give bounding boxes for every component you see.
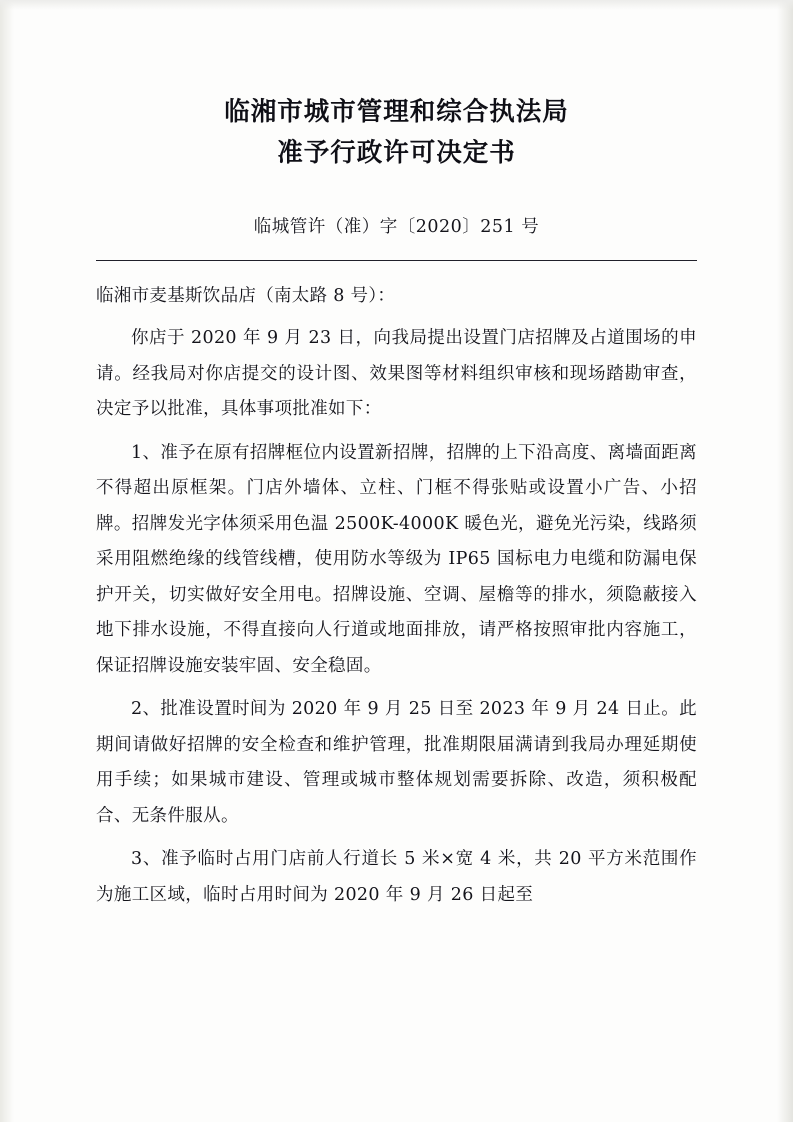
paragraph-item-2: 2、批准设置时间为 2020 年 9 月 25 日至 2023 年 9 月 24 日止。此期间请做好招牌的安全检查和维护管理，批准期限届满请到我局办理延期使用手续；如果城市建设、管理或城市整体规划需要拆除、改造，须积极配合、无条件服从。 <box>96 699 697 826</box>
header-divider <box>96 260 697 261</box>
paragraph-intro: 你店于 2020 年 9 月 23 日，向我局提出设置门店招牌及占道围场的申请。经我局对你店提交的设计图、效果图等材料组织审核和现场踏勘审查，决定予以批准，具体事项批准如下： <box>96 328 697 420</box>
recipient-line: 临湘市麦基斯饮品店（南太路 8 号）： <box>96 285 396 306</box>
document-title-line-1: 临湘市城市管理和综合执法局 <box>224 97 569 127</box>
paragraph-item-3: 3、准予临时占用门店前人行道长 5 米×宽 4 米，共 20 平方米范围作为施工区域，临时占用时间为 2020 年 9 月 26 日起至 <box>96 849 697 905</box>
paragraph-item-1: 1、准予在原有招牌框位内设置新招牌，招牌的上下沿高度、离墙面距离不得超出原框架。门店外墙体、立柱、门框不得张贴或设置小广告、小招牌。招牌发光字体须采用色温 2500K-4000K 暖色光，避免光污染，线路须采用阻燃绝缘的线管线槽，使用防水等级为 IP65 国标电力电缆和防漏电保护开关，切实做好安全用电。招牌设施、空调、屋檐等的排水，须隐蔽接入地下排水设施，不得直接向人行道或地面排放，请严格按照审批内容施工，保证招牌设施安装牢固、安全稳固。 <box>96 442 697 676</box>
document-title-line-2: 准予行政许可决定书 <box>277 138 516 169</box>
document-title <box>96 92 697 175</box>
document-number: 临城管许（准）字〔2020〕251 号 <box>253 216 540 237</box>
